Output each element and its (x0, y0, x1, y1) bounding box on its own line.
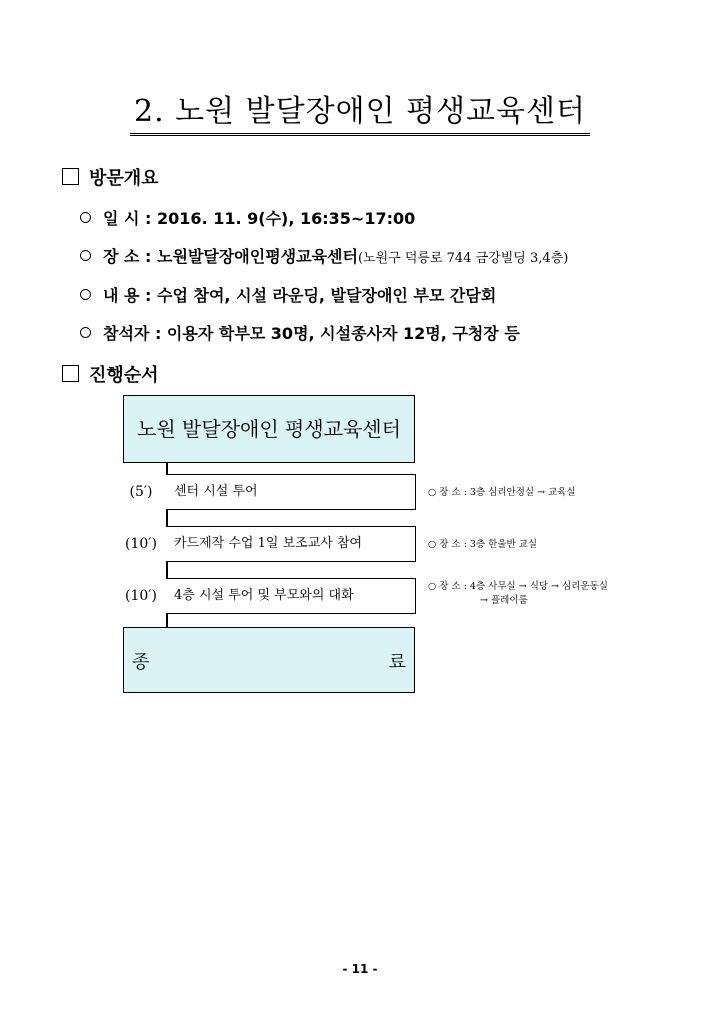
overview-item-place (80, 244, 568, 267)
section-overview-label: 방문개요 (89, 168, 159, 189)
overview-item-label: 참석자 : (103, 324, 162, 343)
step-note-text: ○ 장 소 : 4층 사무실 → 식당 → 심리운동실 (428, 581, 608, 592)
overview-item-value: 노원발달장애인평생교육센터 (157, 247, 358, 266)
step-duration: (10′) (125, 588, 157, 604)
section-procedure-label: 진행순서 (89, 365, 159, 386)
overview-item-label: 내 용 : (103, 286, 152, 305)
overview-item-value: 수업 참여, 시설 라운딩, 발달장애인 부모 간담회 (157, 286, 497, 305)
circle-bullet-icon (80, 289, 91, 300)
overview-item-value: 이용자 학부모 30명, 시설종사자 12명, 구청장 등 (166, 324, 520, 343)
overview-item-value: 2016. 11. 9(수), 16:35~17:00 (157, 209, 416, 228)
page-title-wrap (0, 86, 720, 130)
step-note (428, 486, 576, 500)
overview-item-label: 일 시 : (103, 209, 152, 228)
page-title: 2. 노원 발달장애인 평생교육센터 (130, 94, 590, 136)
step-duration: (5′) (129, 484, 153, 500)
overview-item-date (80, 206, 415, 229)
checkbox-square-icon (62, 365, 79, 382)
step-duration: (10′) (125, 536, 157, 552)
circle-bullet-icon (80, 250, 91, 261)
step-note (428, 538, 537, 552)
checkbox-square-icon (62, 168, 79, 185)
circle-bullet-icon (80, 212, 91, 223)
flow-end-box (123, 627, 415, 693)
overview-item-attendees (80, 321, 520, 344)
circle-bullet-icon (80, 327, 91, 338)
flow-step-box: 카드제작 수업 1일 보조교사 참여 (166, 526, 416, 562)
overview-item-label: 장 소 : (103, 247, 152, 266)
overview-item-content (80, 283, 496, 306)
step-note-text: ○ 장 소 : 3층 한울반 교실 (428, 539, 538, 550)
flow-step-box: 센터 시설 투어 (166, 474, 416, 510)
page-number: - 11 - (342, 962, 378, 976)
step-note-continuation: → 플레이룸 (480, 595, 528, 606)
flow-start-box: 노원 발달장애인 평생교육센터 (123, 395, 415, 463)
overview-item-extra: (노원구 덕릉로 744 금강빌딩 3,4층) (357, 251, 569, 266)
step-note (428, 580, 608, 608)
flow-end-right: 료 (388, 652, 406, 673)
flow-end-left: 종 (132, 652, 150, 673)
flow-step-box: 4층 시설 투어 및 부모와의 대화 (166, 578, 416, 614)
section-overview (62, 164, 159, 190)
step-note-text: ○ 장 소 : 3층 심리안정실 → 교육실 (428, 487, 576, 498)
section-procedure (62, 361, 159, 387)
